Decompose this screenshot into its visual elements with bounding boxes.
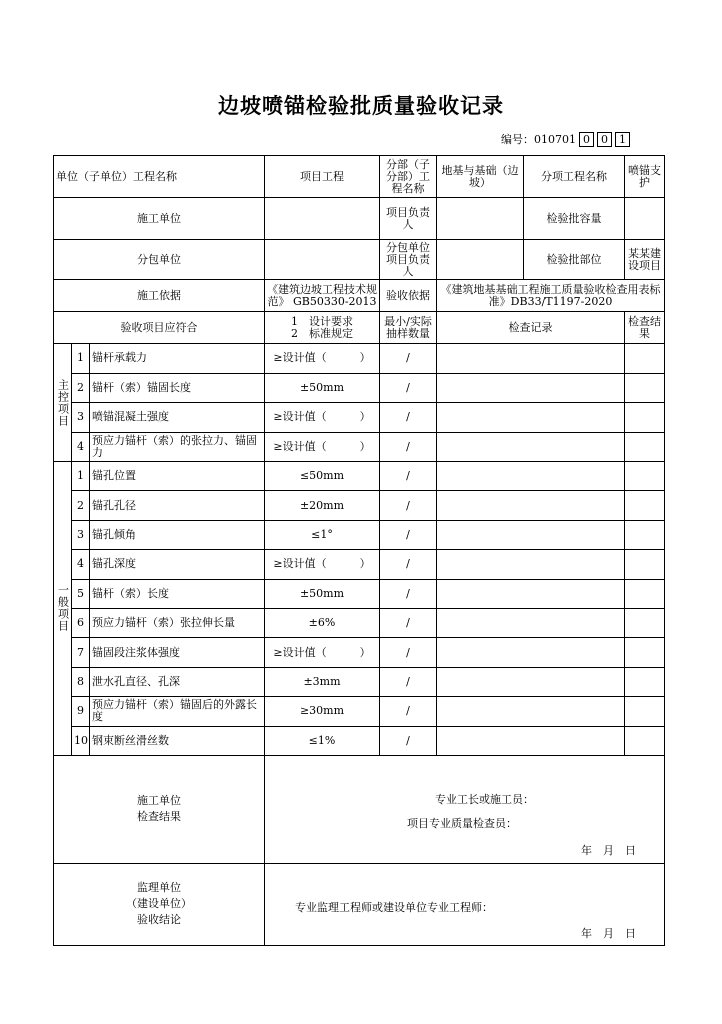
item-requirement: ≤50mm: [265, 462, 380, 491]
record-number: [501, 131, 630, 147]
col-requirement: 1 设计要求 2 标准规定: [265, 312, 380, 344]
inspection-signature[interactable]: [265, 755, 665, 863]
item-result[interactable]: [625, 403, 665, 433]
item-name: 锚杆（索）锚固长度: [90, 373, 265, 403]
item-sample: /: [380, 462, 437, 491]
item-name: 泄水孔直径、孔深: [90, 667, 265, 696]
item-sample: /: [380, 697, 437, 726]
item-sample: /: [380, 579, 437, 608]
item-record[interactable]: [437, 667, 625, 696]
signature-line: 专业监理工程师或建设单位专业工程师：: [295, 900, 493, 914]
item-result[interactable]: [625, 726, 665, 755]
capacity-value[interactable]: [625, 198, 665, 240]
item-result[interactable]: [625, 344, 665, 374]
item-name: 喷锚混凝土强度: [90, 403, 265, 433]
capacity-label: 检验批容量: [524, 198, 625, 240]
item-result[interactable]: [625, 697, 665, 726]
unit-value[interactable]: 项目工程: [265, 156, 380, 198]
sub-pm-value[interactable]: [437, 240, 524, 280]
item-sample: /: [380, 432, 437, 462]
item-sample: /: [380, 520, 437, 549]
item-number: 2: [72, 491, 90, 520]
item-requirement: ≥设计值（ ）: [265, 432, 380, 462]
accept-basis-label: 验收依据: [380, 280, 437, 312]
supervision-label: 监理单位 （建设单位） 验收结论: [54, 863, 265, 945]
item-result[interactable]: [625, 550, 665, 579]
item-name: 预应力锚杆（索）锚固后的外露长度: [90, 697, 265, 726]
inspection-table: [53, 155, 665, 946]
item-record[interactable]: [437, 608, 625, 637]
number-box[interactable]: 0: [579, 132, 594, 147]
item-result[interactable]: [625, 608, 665, 637]
item-number: 4: [72, 432, 90, 462]
item-requirement: ±50mm: [265, 373, 380, 403]
item-record[interactable]: [437, 344, 625, 374]
signature-line: 专业工长或施工员：: [435, 792, 534, 806]
item-number: 6: [72, 608, 90, 637]
unit-label: 单位（子单位）工程名称: [54, 156, 265, 198]
item-record[interactable]: [437, 550, 625, 579]
item-sample: /: [380, 491, 437, 520]
item-sample: /: [380, 608, 437, 637]
contractor-label: 施工单位: [54, 198, 265, 240]
item-number: 5: [72, 579, 90, 608]
item-record[interactable]: [437, 462, 625, 491]
subcontractor-value[interactable]: [265, 240, 380, 280]
col-sample: 最小/实际抽样数量: [380, 312, 437, 344]
location-value[interactable]: 某某建设项目: [625, 240, 665, 280]
item-number: 7: [72, 638, 90, 667]
item-result[interactable]: [625, 520, 665, 549]
item-record[interactable]: [437, 579, 625, 608]
subitem-value[interactable]: 喷锚支护: [625, 156, 665, 198]
pm-label: 项目负责人: [380, 198, 437, 240]
item-number: 10: [72, 726, 90, 755]
col-result: 检查结果: [625, 312, 665, 344]
page-title: 边坡喷锚检验批质量验收记录: [218, 93, 504, 118]
subitem-label: 分项工程名称: [524, 156, 625, 198]
item-number: 3: [72, 403, 90, 433]
contractor-value[interactable]: [265, 198, 380, 240]
item-record[interactable]: [437, 638, 625, 667]
item-requirement: ±20mm: [265, 491, 380, 520]
basis-value[interactable]: 《建筑边坡工程技术规范》 GB50330-2013: [265, 280, 380, 312]
item-number: 1: [72, 462, 90, 491]
item-requirement: ≤1%: [265, 726, 380, 755]
item-requirement: ≥设计值（ ）: [265, 550, 380, 579]
item-record[interactable]: [437, 373, 625, 403]
item-requirement: ≥设计值（ ）: [265, 403, 380, 433]
col-record: 检查记录: [437, 312, 625, 344]
item-requirement: ≥设计值（ ）: [265, 344, 380, 374]
item-sample: /: [380, 667, 437, 696]
item-sample: /: [380, 550, 437, 579]
basis-label: 施工依据: [54, 280, 265, 312]
pm-value[interactable]: [437, 198, 524, 240]
item-name: 锚固段注浆体强度: [90, 638, 265, 667]
item-record[interactable]: [437, 432, 625, 462]
item-number: 8: [72, 667, 90, 696]
item-number: 4: [72, 550, 90, 579]
item-name: 钢束断丝滑丝数: [90, 726, 265, 755]
item-result[interactable]: [625, 667, 665, 696]
item-requirement: ±6%: [265, 608, 380, 637]
item-requirement: ±50mm: [265, 579, 380, 608]
accept-basis-value[interactable]: 《建筑地基基础工程施工质量验收检查用表标准》DB33/T1197-2020: [437, 280, 665, 312]
item-number: 3: [72, 520, 90, 549]
number-box[interactable]: 1: [615, 132, 630, 147]
item-requirement: ≥30mm: [265, 697, 380, 726]
item-sample: /: [380, 403, 437, 433]
signature-line: 项目专业质量检查员：: [407, 816, 517, 830]
item-result[interactable]: [625, 373, 665, 403]
col-item: 验收项目应符合: [54, 312, 265, 344]
item-sample: /: [380, 726, 437, 755]
item-requirement: ±3mm: [265, 667, 380, 696]
record-number-label: 编号：010701: [501, 133, 576, 146]
item-result[interactable]: [625, 432, 665, 462]
item-requirement: ≤1°: [265, 520, 380, 549]
signature-line: 年 月 日: [581, 926, 636, 940]
location-label: 检验批部位: [524, 240, 625, 280]
item-sample: /: [380, 373, 437, 403]
item-record[interactable]: [437, 520, 625, 549]
supervision-signature[interactable]: [265, 863, 665, 945]
inspection-label: 施工单位 检查结果: [54, 755, 265, 863]
item-number: 1: [72, 344, 90, 374]
item-sample: /: [380, 638, 437, 667]
item-requirement: ≥设计值（ ）: [265, 638, 380, 667]
item-result[interactable]: [625, 462, 665, 491]
item-name: 锚孔孔径: [90, 491, 265, 520]
item-record[interactable]: [437, 491, 625, 520]
item-name: 锚孔倾角: [90, 520, 265, 549]
division-value[interactable]: 地基与基础（边坡）: [437, 156, 524, 198]
item-number: 2: [72, 373, 90, 403]
item-name: 锚杆承载力: [90, 344, 265, 374]
subcontractor-label: 分包单位: [54, 240, 265, 280]
item-name: 锚孔位置: [90, 462, 265, 491]
item-sample: /: [380, 344, 437, 374]
signature-line: 年 月 日: [581, 843, 636, 857]
item-record[interactable]: [437, 726, 625, 755]
item-result[interactable]: [625, 638, 665, 667]
item-name: 锚孔深度: [90, 550, 265, 579]
item-name: 预应力锚杆（索）的张拉力、锚固力: [90, 432, 265, 462]
item-name: 预应力锚杆（索）张拉伸长量: [90, 608, 265, 637]
item-name: 锚杆（索）长度: [90, 579, 265, 608]
division-label: 分部（子分部）工程名称: [380, 156, 437, 198]
main-control-label: 主控项目: [54, 344, 72, 462]
item-result[interactable]: [625, 579, 665, 608]
sub-pm-label: 分包单位项目负责人: [380, 240, 437, 280]
item-number: 9: [72, 697, 90, 726]
item-result[interactable]: [625, 491, 665, 520]
number-box[interactable]: 0: [597, 132, 612, 147]
general-items-label: 一般项目: [54, 462, 72, 756]
item-record[interactable]: [437, 403, 625, 433]
item-record[interactable]: [437, 697, 625, 726]
